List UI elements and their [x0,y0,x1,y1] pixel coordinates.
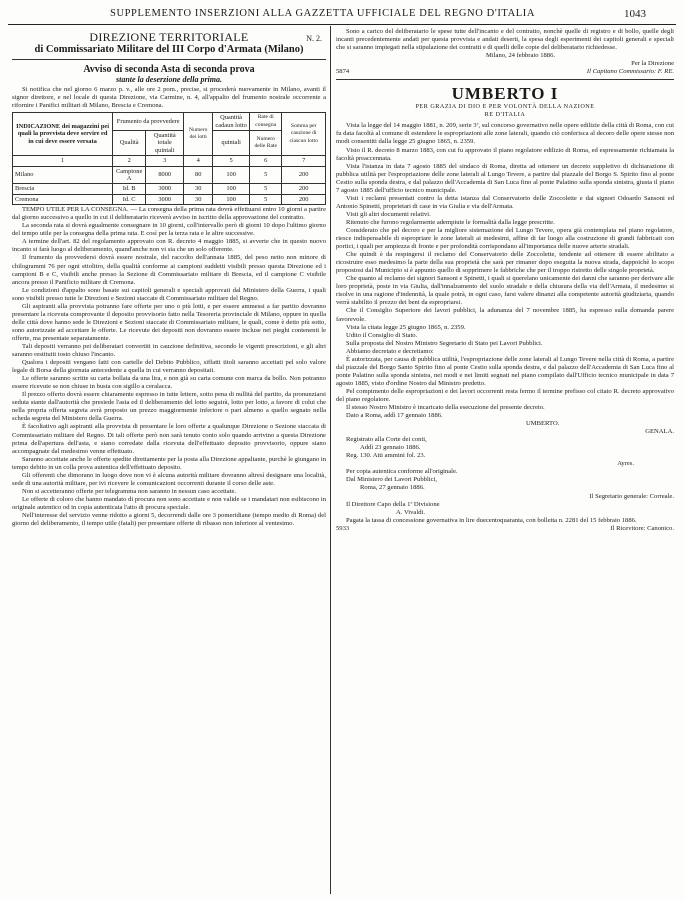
signature: Il Capitano Commissario: F. RE. [586,68,674,76]
table-subheader: quintali [213,130,250,155]
table-header: Numero dei lotti [184,113,213,156]
decree-paragraph: Vista la citata legge 25 giugno 1865, n. 2359. [346,323,466,331]
table-header: Frumento da provvedere [113,113,184,131]
table-subheader: Numero delle Rate [250,130,282,155]
table-row: Milano Campione A 8000 80 100 5 200 [13,166,326,184]
notice-number: N. 2. [306,34,322,43]
registration-line: Reg. 130. Atti ammini fol. 23. [346,452,426,460]
registrar-signature: Ayres. [617,460,634,468]
paragraph: La seconda rata si dovrà egualmente consegnare in 10 giorni, coll'intervallo però di giorni 10 dopo l'ultimo giorno del tempo utile per la consegna della prima rata. E così per la terza rata e le altre successive. [12,222,326,238]
decree-king-of-italy: RE D'ITALIA [484,111,526,119]
column-number: 7 [282,156,326,166]
decree-paragraph: Vista la legge del 14 maggio 1881, n. 209, serie 3ª, sul concorso governativo nelle opere edilizie della città di Roma, con cui fu data facoltà al comune di estendere le espropriazioni alle zone laterali, quando ciò conferisca al decoro delle opere stesse non modi consentiti dalla legge 25 giugno 1865, n. 2359. [336,122,674,146]
table-row: Cremona Id. C 3000 30 100 5 200 [13,194,326,204]
decree-paragraph: Pel compimento delle espropriazioni e dei lavori occorrenti resta fermo il termine prefisso col citato R. decreto approvativo del piano regolatore. [336,387,674,403]
reference-number: 5933 [336,524,350,532]
decree-paragraph: Visti i reclami presentati contro la detta istanza dal Conservatorio delle Zoccolette e dai signori Odoardo Sansoni ed Antonio Spinetti, proprietari di case in via Giulia e via dell'Armata. [336,194,674,210]
paragraph: Non si accetteranno offerte per telegramma non saranno in nessun caso accettate. [22,487,237,495]
director-name: A. Vivaldi. [396,508,425,516]
decree-paragraph: Considerato che pel decoro e per la migliore sistemazione del Lungo Tevere, opera già contemplata nel piano regolatore, riesce indispensabile di espropriare le zone laterali ai medesimi, affine di far luogo alla costruzione di grandi fabbricati con portici, i quali per ampiezza di fronte e per profondità corrispondano all'importanza delle nuove arterie stradali. [336,226,674,251]
paragraph: Nell'interesse del servizio venne ridotto a giorni 5, decorrendi dalle ore 3 pomeridiane (tempo medio di Roma) del giorno del deliberamento, il tempo utile (fatali) per presentare offerte di ribasso non inferiore al ventesimo. [12,511,326,528]
table-header: Somma per cauzione di ciascun lotto [282,113,326,156]
director-line: Il Direttore Capo della 1ª Divisione [346,500,440,508]
receiver-signature: Il Ricevitore: Canonico. [610,524,674,532]
table-header: INDICAZIONE dei magazzini pei quali la provvista deve servire ed in cui deve essere versata [13,113,113,156]
paragraph: È facoltativo agli aspiranti alla provvista di presentare le loro offerte a qualunque Direzione o Sezione staccata di Commissariato militare del Regno. Di tali offerte però non sarà tenuto conto solo quando arrivino a questa Direzione prima dell'apertura dell'asta, e siano corredate dalla ricevuta dell'effettuato deposito provvisorio, oppure siano accompagnate dal medesimo venne effettuato. [12,423,326,455]
paragraph: Gli offerenti che dimorano in luogo dove non vi è alcuna autorità militare dovranno altresì designare una località, sede di una autorità militare, per ivi ricevere le comunicazioni occorrenti durante il corso delle aste. [12,471,326,487]
secretary-signature: Il Segretario generale: Correale. [589,492,674,500]
tax-paragraph: Pagata la tassa di concessione governativa in lire duecentoquaranta, con bolletta n. 2281 del 15 febbraio 1886. [346,516,637,524]
decree-paragraph: Che il Consiglio Superiore dei lavori pubblici, la adunanza del 7 novembre 1885, ha espresso sulla domanda parere favorevole. [336,307,674,323]
table-header: Quantità cadaun lotto [213,113,250,131]
decree-grace-formula: PER GRAZIA DI DIO E PER VOLONTÀ DELLA NAZIONE [415,103,595,111]
column-number: 6 [250,156,282,166]
supply-table [12,112,326,205]
paragraph: Le offerte saranno scritte su carta bollata da una lira, e non già su carta comune con marca da bollo. Non potranno essere ricevute se non chiuse in busta con sigillo a ceralacca. [12,375,326,391]
paragraph: Il frumento da provvedersi dovrà essere nostrale, del raccolto dell'annata 1885, del peso netto non minore di chilogrammi 76 per ogni ettolitro, della qualità conforme ai campioni suddetti visibili presso questa Direzione ed i campioni B e C, visibili anche presso la Sezione di Commissariato militare di Brescia, ed il campione C visibile ancora presso il Panificio militare di Cremona. [12,254,326,286]
copy-line: Roma, 27 gennaio 1886. [360,484,425,492]
column-number: 4 [184,156,213,166]
king-signature: UMBERTO. [526,420,560,428]
table-subheader: Qualità [113,130,146,155]
table-row: Brescia Id. B 3000 30 100 5 200 [13,184,326,194]
paragraph: Sono a carico del deliberatario le spese tutte dell'incanto e del contratto, nonchè quelle di registro e di bollo, quelle degli incanti precedentemente andati per questa provvista e andati deserti, la spesa degli esperimenti dei capitoli generali e speciali che si saranno impiegati nella stipulazione dei contratti e di quelli delle copie del deliberatario richiedesse. [336,28,674,52]
registration-line: Registrato alla Corte dei conti, [346,436,427,444]
divider [336,79,674,80]
decree-date: Dato a Roma, addì 17 gennaio 1886. [346,412,443,420]
copy-line: Per copia autentica conforme all'originale. [346,468,458,476]
column-number: 1 [13,156,113,166]
paragraph: TEMPO UTILE PER LA CONSEGNA. — La consegna della prima rata dovrà effettuarsi entro 10 giorni a partire dal giorno successivo a quello in cui il deliberatario riceverà avviso in iscritto della approvazione del contratto. [12,206,326,222]
paragraph: Il prezzo offerto dovrà essere chiaramente espresso in tutte lettere, sotto pena di nullità del partito, da pronunziarsi seduta stante dall'autorità che presiede l'asta ed il deliberamento del lotto seguirà, lotto per lotto, a favore di colui che nella propria offerta segreta avrà proposto un prezzo maggiormente inferiore o pari almeno a quello segnato nella scheda segreta del Ministero della Guerra. [12,391,326,423]
paragraph: A termine dell'art. 82 del regolamento approvato con R. decreto 4 maggio 1885, si avverte che in questo nuovo incanto si farà luogo al deliberamento, quand'anche non vi sia che un solo offerente. [12,238,326,254]
decree-paragraph: È autorizzata, per causa di pubblica utilità, l'espropriazione delle zone laterali al Lungo Tevere nella città di Roma, a partire dal piazzale del Borgo Santo Spirito fino al ponte Cestio sulla sponda destra, e dal palazzo dell'Accademia di San Luca fino al ponte Palatino sulla sponda sinistra, nei modi e nei limiti segnati nel piano compilato dall'Ufficio tecnico municipale in data 7 agosto 1885, visto d'ordine Nostro dal Ministro predetto. [336,355,674,387]
paragraph: Qualora i depositi vengano fatti con cartelle del Debito Pubblico, siffatti titoli saranno accettati pel solo valore legale di Borsa della giornata antecedente a quella in cui verranno depositati. [12,359,326,375]
decree-paragraph: Che quanto al reclamo dei signori Sansoni e Spinetti, i quali si querelano unicamente dei danni che saranno per derivare alle loro proprietà, poste in via Giulia, dall'innalzamento del suolo stradale e della chiusura della via dell'Armata, il medesimo si risolve in una ragione d'indennità, la quale potrà, in ogni caso, farsi valere dinanzi alla competente autorità giudiziaria, quando verrà stabilito il prezzo dei beni da espropriarsi. [336,275,674,307]
decree-paragraph: Che quindi è da respingersi il reclamo del Conservatorio delle Zoccolette, tendente ad ottenere di essere abilitato a ricostruire esso medesimo la parte della sua proprietà che sarà per rimaner dopo eseguita la nuova strada, dappoichè lo scopo propostosi dal Municipio si è appunto quello di sopprimere le fabbriche che per il troppo ristretto delle singole proprietà. [336,251,674,275]
paragraph: Si notifica che nel giorno 6 marzo p. v., alle ore 2 pom., precise, si procederà nuovamente in Milano, avanti il signor direttore, e nel locale di questa Direzione, via Carmine, n. 4, all'appalto del frumento nostrale occorrente a rifornire i Panifici militari di Milano, Brescia e Cremona. [12,86,326,110]
table-subheader: Quantità totale quintali [146,130,184,155]
paragraph: Gli aspiranti alla provvista potranno fare offerte per uno o più lotti, e per essere ammessi a far partito dovranno presentare la ricevuta comprovante il deposito provvisorio fatto nella Tesoreria provinciale di Milano, oppure in quella delle città dove hanno sede le Direzioni e Sezioni staccate di Commissariato militare, le quali, come è detto più sotto, sono autorizzate ad accettare le offerte. Le ricevute dei depositi non dovranno essere incluse nei pieghi contenenti le offerte, ma presentate separatamente. [12,302,326,342]
column-number: 3 [146,156,184,166]
column-number: 2 [113,156,146,166]
decree-paragraph: Udito il Consiglio di Stato. [346,331,418,339]
auction-subtitle: stante la deserzione della prima. [116,75,222,84]
decree-paragraph: Sulla proposta del Nostro Ministro Segretario di Stato pei Lavori Pubblici. [346,339,543,347]
column-divider [330,26,331,894]
auction-title: Avviso di seconda Asta di seconda prova [83,64,255,75]
reference-number: 5874 [336,68,350,76]
table-header: Rate di consegna [250,113,282,131]
decree-king-title: UMBERTO I [451,84,559,104]
decree-paragraph: Vista l'istanza in data 7 agosto 1885 del sindaco di Roma, diretta ad ottenere un decreto suppletivo di dichiarazione di pubblica utilità per l'espropriazione delle zone laterali al Lungo Tevere, a partire dal piazzale del Borgo S. Spirito fino al ponte Cestio sulla sponda destra, e dal palazzo dell'Accademia di San Luca fino al ponte Palatino sulla sponda sinistra, giusta il piano 7 agosto 1885 dell'ufficio tecnico municipale. [336,162,674,194]
decree-paragraph: Visto il R. decreto 8 marzo 1883, con cui fu approvato il piano regolatore edilizio di Roma, ed espressamente richiamata la facoltà preaccennata. [336,146,674,162]
divider [12,59,326,60]
registration-line: Addì 23 gennaio 1886. [360,444,421,452]
decree-paragraph: Ritenuto che furono regolarmente adempiute le formalità dalla legge prescritte. [346,218,555,226]
page-number: 1043 [624,8,646,20]
decree-paragraph: Il stesso Nostro Ministro è incaricato della esecuzione del presente decreto. [346,404,545,412]
notice-subtitle: di Commissariato Militare del III Corpo d'Armata (Milano) [34,44,304,55]
paragraph: Le condizioni d'appalto sono basate sui capitoli generali e speciali approvati dal Ministero della Guerra, i quali sono visibili presso tutte le Direzioni e Sezioni staccate di Commissariato militare del Regno. [12,286,326,302]
copy-line: Dal Ministero dei Lavori Pubblici, [346,476,438,484]
paragraph: Tali depositi verranno pei deliberatari convertiti in cauzione definitiva, secondo le vigenti prescrizioni, e gli altri saranno restituiti tosto chiuso l'incanto. [12,343,326,359]
decree-paragraph: Abbiamo decretato e decretiamo: [346,347,434,355]
minister-signature: GENALA. [645,428,674,436]
header-rule [8,24,676,25]
place-date: Milano, 24 febbraio 1886. [486,52,556,60]
column-number: 5 [213,156,250,166]
for-direction: Per la Direzione [631,60,674,68]
left-column [12,28,326,528]
paragraph: Saranno accettate anche le offerte spedite direttamente per la posta alla Direzione appaltante, purchè le giungano in tempo debito in un colla prova autentica dell'effettuato deposito. [12,455,326,471]
right-column [336,28,674,533]
notice-title: DIREZIONE TERRITORIALE [89,30,249,44]
paragraph: Le offerte di coloro che hanno mandato di procura non sono accettate e non valide se i mandatari non esibiscono in originale autentico od in copia autenticata l'atto di procura speciale. [12,495,326,511]
running-title: SUPPLEMENTO INSERZIONI ALLA GAZZETTA UFFICIALE DEL REGNO D'ITALIA [110,8,536,19]
decree-paragraph: Visti gli altri documenti relativi. [346,210,431,218]
